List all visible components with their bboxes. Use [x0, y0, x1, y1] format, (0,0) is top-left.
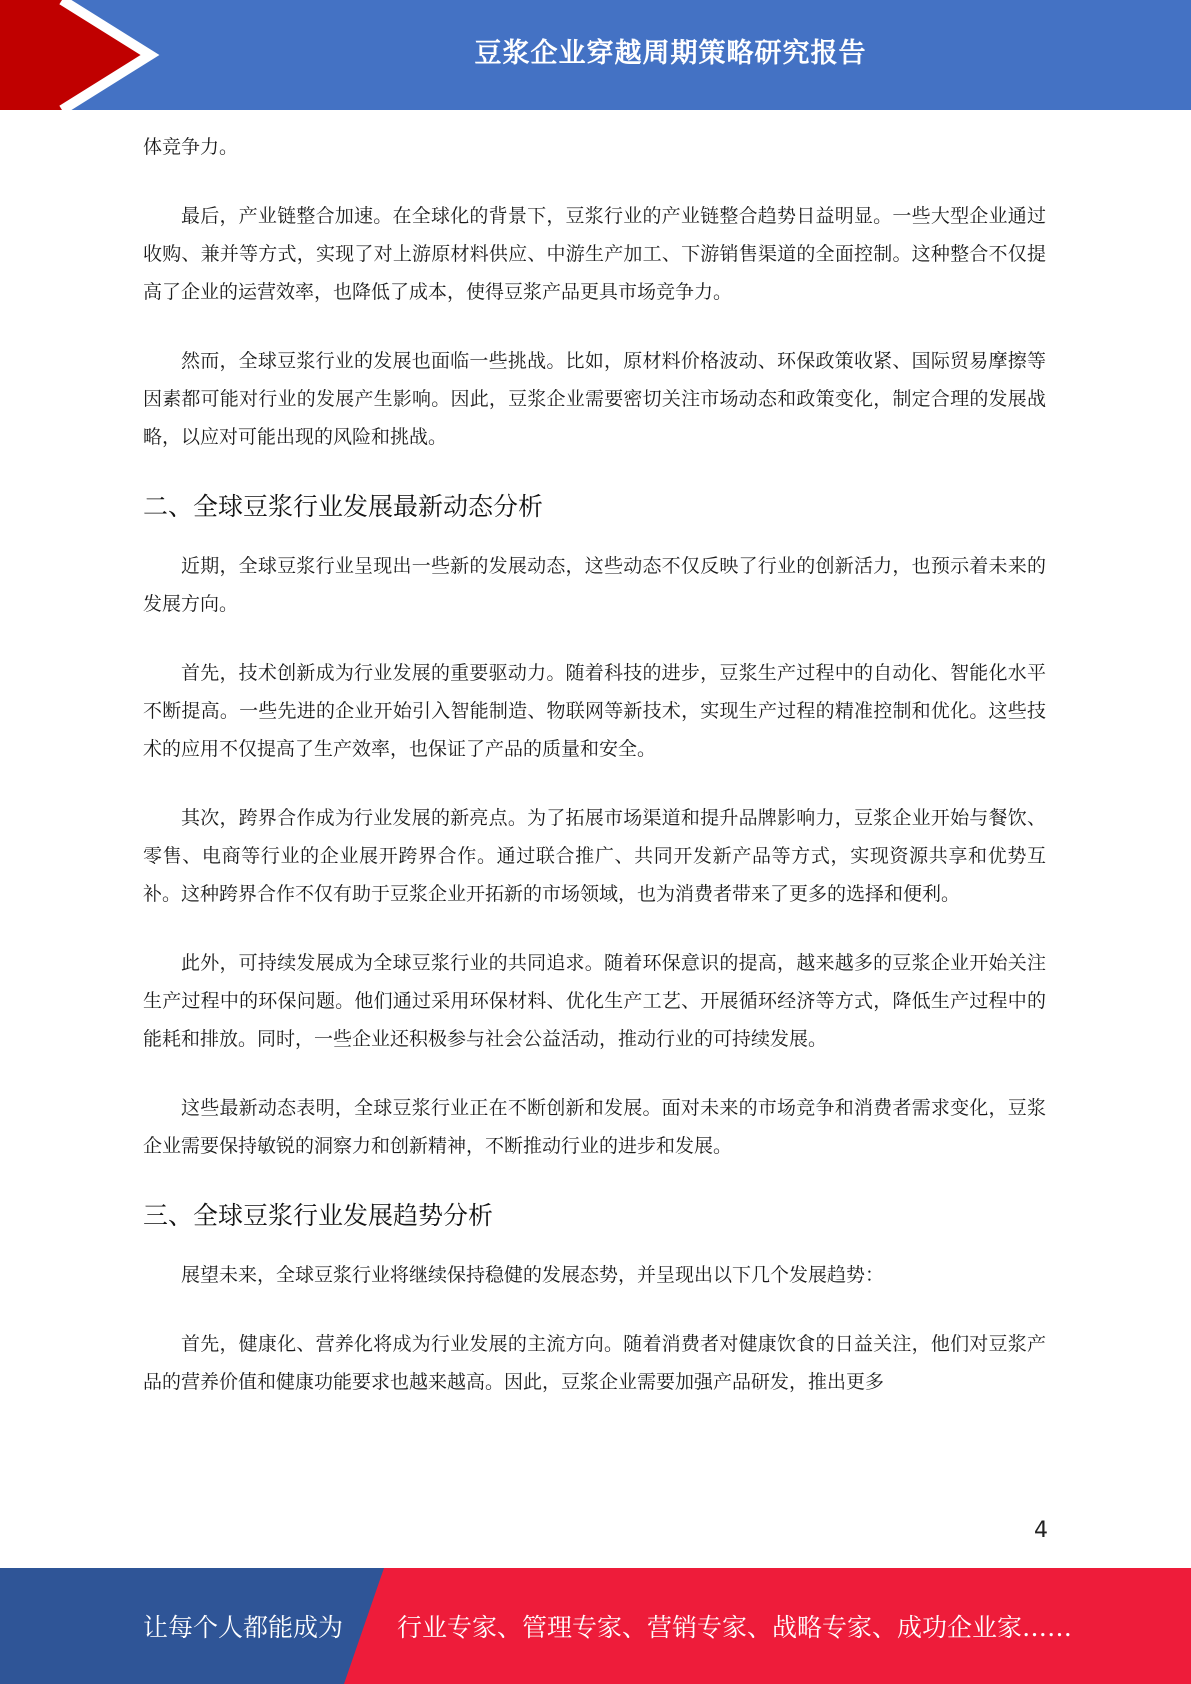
page-number: 4 [1034, 1518, 1048, 1543]
paragraph: 展望未来，全球豆浆行业将继续保持稳健的发展态势，并呈现出以下几个发展趋势： [181, 1264, 885, 1286]
section-heading: 三、全球豆浆行业发展趋势分析 [143, 1201, 494, 1230]
paragraph: 其次，跨界合作成为行业发展的新亮点。为了拓展市场渠道和提升品牌影响力，豆浆企业开始与餐饮、零售、电商等行业的企业展开跨界合作。通过联合推广、共同开发新产品等方式，实现资源共享和优势互补。这种跨界合作不仅有助于豆浆企业开拓新的市场领域，也为消费者带来了更多的选择和便利。 [143, 807, 1046, 905]
footer-slogan-left: 让每个人都能成为 [143, 1613, 344, 1642]
paragraph: 首先，健康化、营养化将成为行业发展的主流方向。随着消费者对健康饮食的日益关注，他们对豆浆产品的营养价值和健康功能要求也越来越高。因此，豆浆企业需要加强产品研发，推出更多 [143, 1333, 1046, 1393]
header-red-chevron [0, 0, 150, 110]
section-heading: 二、全球豆浆行业发展最新动态分析 [143, 492, 544, 521]
paragraph: 然而，全球豆浆行业的发展也面临一些挑战。比如，原材料价格波动、环保政策收紧、国际贸易摩擦等因素都可能对行业的发展产生影响。因此，豆浆企业需要密切关注市场动态和政策变化，制定合理的发展战略，以应对可能出现的风险和挑战。 [143, 350, 1046, 448]
page-footer [0, 1568, 1191, 1684]
footer-slogan-right: 行业专家、管理专家、营销专家、战略专家、成功企业家…… [397, 1613, 1073, 1642]
paragraph: 首先，技术创新成为行业发展的重要驱动力。随着科技的进步，豆浆生产过程中的自动化、智能化水平不断提高。一些先进的企业开始引入智能制造、物联网等新技术，实现生产过程的精准控制和优化。这些技术的应用不仅提高了生产效率，也保证了产品的质量和安全。 [143, 662, 1046, 760]
paragraph: 体竞争力。 [143, 136, 239, 158]
paragraph: 此外，可持续发展成为全球豆浆行业的共同追求。随着环保意识的提高，越来越多的豆浆企业开始关注生产过程中的环保问题。他们通过采用环保材料、优化生产工艺、开展循环经济等方式，降低生产过程中的能耗和排放。同时，一些企业还积极参与社会公益活动，推动行业的可持续发展。 [143, 952, 1046, 1050]
paragraph: 这些最新动态表明，全球豆浆行业正在不断创新和发展。面对未来的市场竞争和消费者需求变化，豆浆企业需要保持敏锐的洞察力和创新精神，不断推动行业的进步和发展。 [143, 1097, 1046, 1157]
paragraph: 最后，产业链整合加速。在全球化的背景下，豆浆行业的产业链整合趋势日益明显。一些大型企业通过收购、兼并等方式，实现了对上游原材料供应、中游生产加工、下游销售渠道的全面控制。这种整合不仅提高了企业的运营效率，也降低了成本，使得豆浆产品更具市场竞争力。 [143, 205, 1046, 303]
page-header [0, 0, 1191, 110]
paragraph: 近期，全球豆浆行业呈现出一些新的发展动态，这些动态不仅反映了行业的创新活力，也预示着未来的发展方向。 [143, 555, 1046, 615]
report-body [143, 128, 1046, 1432]
header-title: 豆浆企业穿越周期策略研究报告 [474, 37, 867, 69]
